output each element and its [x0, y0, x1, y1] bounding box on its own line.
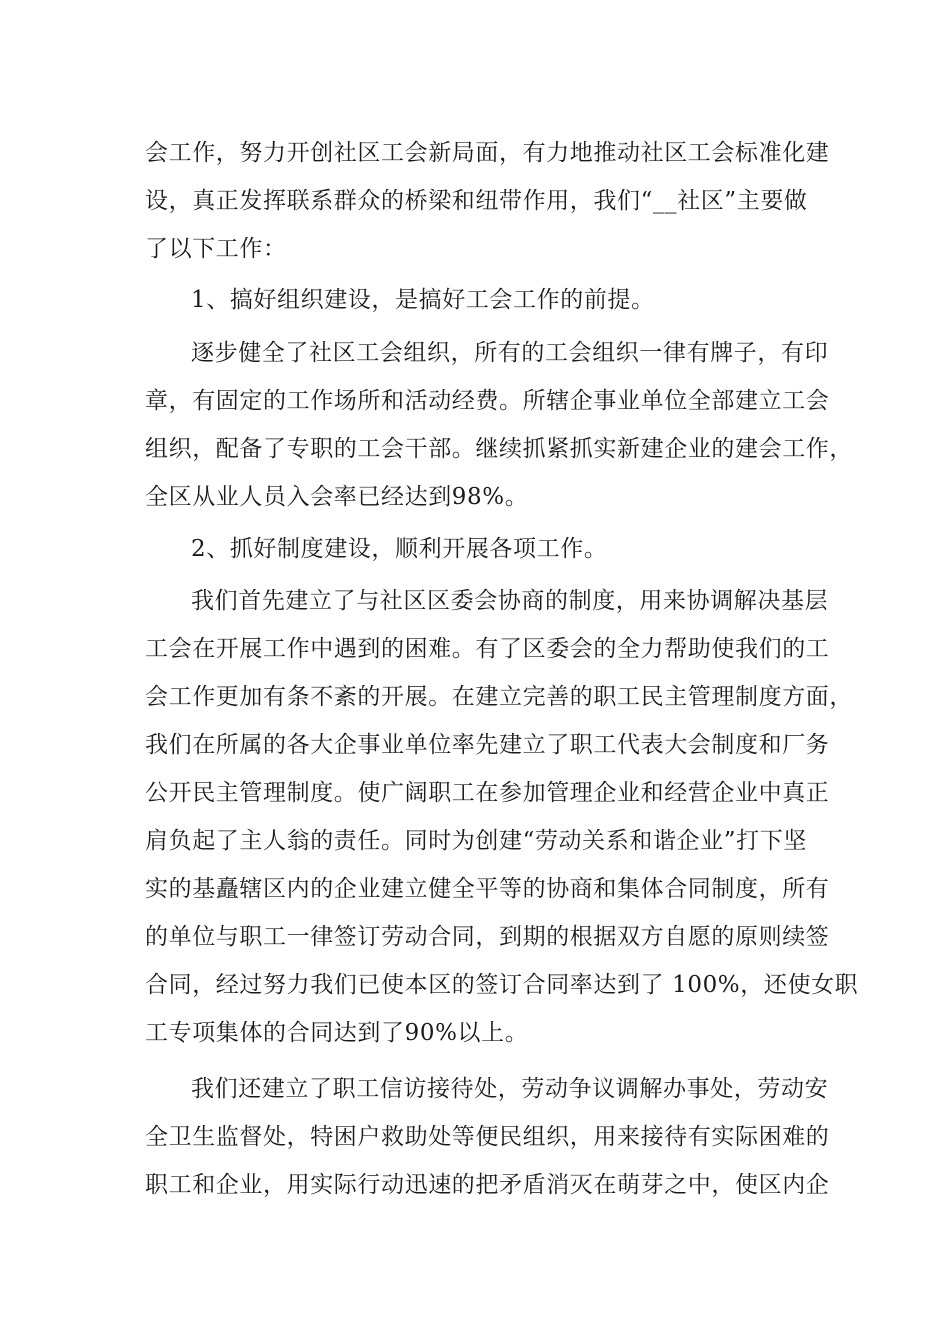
text-line: 全区从业人员入会率已经达到98%。	[145, 484, 529, 510]
text-line: 了以下工作：	[145, 236, 287, 262]
section-heading: 2、抓好制度建设，顺利开展各项工作。	[191, 536, 608, 562]
text-line: 的单位与职工一律签订劳动合同，到期的根据双方自愿的原则续签	[145, 924, 830, 950]
text-line: 合同，经过努力我们已使本区的签订合同率达到了 100%，还使女职	[145, 972, 859, 998]
text-line: 组织，配备了专职的工会干部。继续抓紧抓实新建企业的建会工作，	[145, 436, 853, 462]
text-line: 职工和企业，用实际行动迅速的把矛盾消灭在萌芽之中，使区内企	[145, 1172, 830, 1198]
text-line: 会工作更加有条不紊的开展。在建立完善的职工民主管理制度方面，	[145, 684, 853, 710]
section-heading: 1、搞好组织建设，是搞好工会工作的前提。	[191, 287, 655, 313]
text-line: 逐步健全了社区工会组织，所有的工会组织一律有牌子，有印	[191, 340, 829, 366]
text-line: 工专项集体的合同达到了90%以上。	[145, 1020, 529, 1046]
text-line: 工会在开展工作中遇到的困难。有了区委会的全力帮助使我们的工	[145, 636, 830, 662]
text-line: 设，真正发挥联系群众的桥梁和纽带作用，我们“__社区”主要做	[145, 188, 808, 214]
text-line: 实的基矗辖区内的企业建立健全平等的协商和集体合同制度，所有	[145, 876, 830, 902]
text-line: 会工作，努力开创社区工会新局面，有力地推动社区工会标准化建	[145, 140, 830, 166]
text-line: 公开民主管理制度。使广阔职工在参加管理企业和经营企业中真正	[145, 780, 830, 806]
text-line: 我们还建立了职工信访接待处，劳动争议调解办事处，劳动安	[191, 1076, 829, 1102]
text-line: 肩负起了主人翁的责任。同时为创建“劳动关系和谐企业”打下坚	[145, 828, 807, 854]
text-line: 我们首先建立了与社区区委会协商的制度，用来协调解决基层	[191, 588, 829, 614]
text-line: 章，有固定的工作场所和活动经费。所辖企事业单位全部建立工会	[145, 388, 830, 414]
text-line: 全卫生监督处，特困户救助处等便民组织，用来接待有实际困难的	[145, 1124, 830, 1150]
text-line: 我们在所属的各大企事业单位率先建立了职工代表大会制度和厂务	[145, 732, 830, 758]
